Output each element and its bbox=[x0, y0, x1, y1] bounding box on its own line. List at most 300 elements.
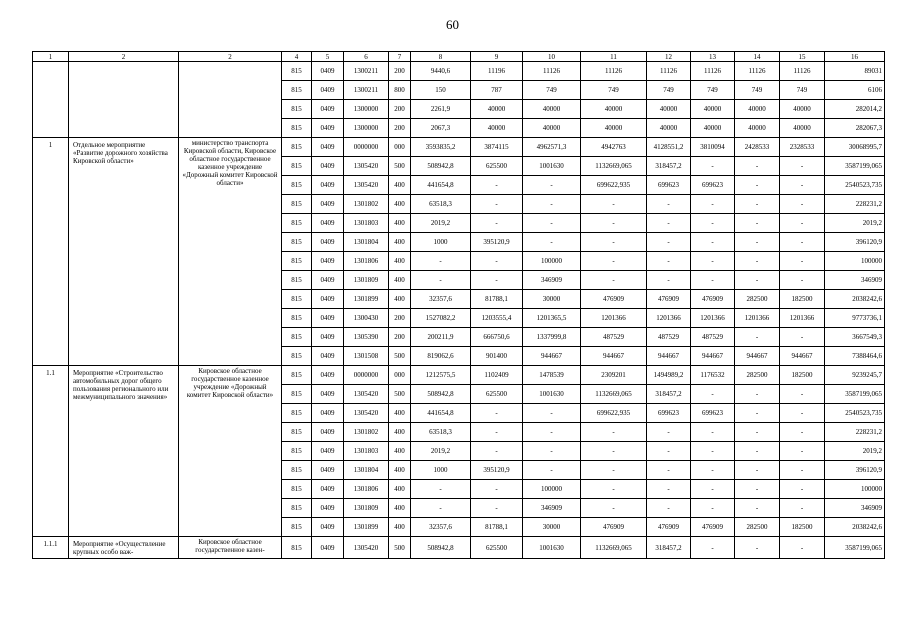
value-cell: 1203555,4 bbox=[471, 309, 523, 328]
value-cell: 815 bbox=[282, 233, 312, 252]
value-cell: 200 bbox=[389, 100, 411, 119]
value-cell: - bbox=[647, 423, 691, 442]
value-cell: - bbox=[691, 233, 735, 252]
value-cell: 3587199,065 bbox=[825, 157, 885, 176]
value-cell: 815 bbox=[282, 62, 312, 81]
value-cell: 282500 bbox=[735, 366, 780, 385]
value-cell: 400 bbox=[389, 195, 411, 214]
value-cell: 0409 bbox=[312, 252, 344, 271]
value-cell: 1301899 bbox=[344, 518, 389, 537]
value-cell: 1102409 bbox=[471, 366, 523, 385]
value-cell: 396120,9 bbox=[825, 233, 885, 252]
value-cell: 000 bbox=[389, 366, 411, 385]
value-cell: - bbox=[581, 233, 647, 252]
value-cell: 800 bbox=[389, 81, 411, 100]
value-cell: 346909 bbox=[825, 499, 885, 518]
value-cell: 200211,9 bbox=[411, 328, 471, 347]
value-cell: 318457,2 bbox=[647, 157, 691, 176]
value-cell: 815 bbox=[282, 81, 312, 100]
value-cell: - bbox=[411, 480, 471, 499]
value-cell: - bbox=[735, 271, 780, 290]
value-cell: 815 bbox=[282, 271, 312, 290]
value-cell: 3587199,065 bbox=[825, 537, 885, 559]
executor-name bbox=[179, 62, 282, 138]
value-cell: 1300211 bbox=[344, 62, 389, 81]
value-cell: - bbox=[735, 423, 780, 442]
value-cell: - bbox=[780, 461, 825, 480]
value-cell: - bbox=[647, 271, 691, 290]
value-cell: 944667 bbox=[691, 347, 735, 366]
table-row bbox=[33, 366, 885, 385]
value-cell: 815 bbox=[282, 461, 312, 480]
value-cell: - bbox=[523, 195, 581, 214]
value-cell: 40000 bbox=[523, 100, 581, 119]
value-cell: 1000 bbox=[411, 461, 471, 480]
value-cell: 819062,6 bbox=[411, 347, 471, 366]
value-cell: 1305420 bbox=[344, 537, 389, 559]
value-cell: 30068995,7 bbox=[825, 138, 885, 157]
value-cell: 228231,2 bbox=[825, 195, 885, 214]
value-cell: - bbox=[735, 404, 780, 423]
value-cell: 400 bbox=[389, 480, 411, 499]
value-cell: 0409 bbox=[312, 423, 344, 442]
value-cell: 1176532 bbox=[691, 366, 735, 385]
value-cell: 0409 bbox=[312, 119, 344, 138]
value-cell: 89031 bbox=[825, 62, 885, 81]
value-cell: 40000 bbox=[780, 119, 825, 138]
value-cell: 815 bbox=[282, 119, 312, 138]
value-cell: 2019,2 bbox=[411, 214, 471, 233]
value-cell: 400 bbox=[389, 214, 411, 233]
value-cell: - bbox=[523, 423, 581, 442]
header-cell: 5 bbox=[312, 52, 344, 62]
value-cell: - bbox=[471, 499, 523, 518]
header-cell: 6 bbox=[344, 52, 389, 62]
value-cell: 40000 bbox=[735, 100, 780, 119]
value-cell: - bbox=[780, 176, 825, 195]
value-cell: 318457,2 bbox=[647, 385, 691, 404]
header-cell: 13 bbox=[691, 52, 735, 62]
value-cell: 476909 bbox=[581, 518, 647, 537]
value-cell: 11126 bbox=[581, 62, 647, 81]
value-cell: 0409 bbox=[312, 62, 344, 81]
value-cell: 9773736,1 bbox=[825, 309, 885, 328]
row-number: 1.1 bbox=[33, 366, 69, 537]
value-cell: 2038242,6 bbox=[825, 518, 885, 537]
header-cell: 12 bbox=[647, 52, 691, 62]
value-cell: 441654,8 bbox=[411, 176, 471, 195]
value-cell: 100000 bbox=[523, 252, 581, 271]
value-cell: 6106 bbox=[825, 81, 885, 100]
value-cell: 815 bbox=[282, 138, 312, 157]
value-cell: - bbox=[581, 195, 647, 214]
value-cell: 699623 bbox=[647, 176, 691, 195]
value-cell: 0409 bbox=[312, 461, 344, 480]
header-cell: 9 bbox=[471, 52, 523, 62]
value-cell: 228231,2 bbox=[825, 423, 885, 442]
value-cell: - bbox=[780, 233, 825, 252]
value-cell: 7388464,6 bbox=[825, 347, 885, 366]
value-cell: - bbox=[523, 176, 581, 195]
value-cell: - bbox=[523, 404, 581, 423]
value-cell: 1527082,2 bbox=[411, 309, 471, 328]
value-cell: 30000 bbox=[523, 518, 581, 537]
value-cell: 487529 bbox=[647, 328, 691, 347]
value-cell: 400 bbox=[389, 461, 411, 480]
header-cell: 2 bbox=[69, 52, 179, 62]
value-cell: 182500 bbox=[780, 366, 825, 385]
value-cell: - bbox=[735, 480, 780, 499]
value-cell: - bbox=[471, 195, 523, 214]
value-cell: 0409 bbox=[312, 290, 344, 309]
value-cell: - bbox=[647, 461, 691, 480]
value-cell: 200 bbox=[389, 62, 411, 81]
row-number: 1 bbox=[33, 138, 69, 366]
value-cell: 32357,6 bbox=[411, 518, 471, 537]
header-cell: 16 bbox=[825, 52, 885, 62]
value-cell: - bbox=[647, 252, 691, 271]
value-cell: 815 bbox=[282, 366, 312, 385]
row-number: 1.1.1 bbox=[33, 537, 69, 559]
value-cell: - bbox=[471, 271, 523, 290]
value-cell: 40000 bbox=[471, 119, 523, 138]
value-cell: 815 bbox=[282, 499, 312, 518]
value-cell: 1301508 bbox=[344, 347, 389, 366]
value-cell: - bbox=[691, 271, 735, 290]
value-cell: 1494989,2 bbox=[647, 366, 691, 385]
executor-name: Кировское областное государственное казен- bbox=[179, 537, 282, 559]
value-cell: 487529 bbox=[581, 328, 647, 347]
header-cell: 10 bbox=[523, 52, 581, 62]
value-cell: - bbox=[691, 499, 735, 518]
value-cell: 346909 bbox=[825, 271, 885, 290]
value-cell: - bbox=[691, 195, 735, 214]
value-cell: 500 bbox=[389, 385, 411, 404]
value-cell: 749 bbox=[523, 81, 581, 100]
value-cell: 1201366 bbox=[581, 309, 647, 328]
value-cell: 400 bbox=[389, 404, 411, 423]
value-cell: 1301806 bbox=[344, 252, 389, 271]
value-cell: - bbox=[691, 385, 735, 404]
value-cell: 4942763 bbox=[581, 138, 647, 157]
value-cell: - bbox=[735, 499, 780, 518]
value-cell: 282014,2 bbox=[825, 100, 885, 119]
value-cell: 2328533 bbox=[780, 138, 825, 157]
value-cell: 0409 bbox=[312, 100, 344, 119]
row-number bbox=[33, 62, 69, 138]
value-cell: 63518,3 bbox=[411, 423, 471, 442]
value-cell: - bbox=[581, 214, 647, 233]
value-cell: 0409 bbox=[312, 537, 344, 559]
value-cell: 395120,9 bbox=[471, 461, 523, 480]
value-cell: 1132669,065 bbox=[581, 385, 647, 404]
value-cell: - bbox=[780, 195, 825, 214]
value-cell: 815 bbox=[282, 309, 312, 328]
value-cell: 0409 bbox=[312, 480, 344, 499]
value-cell: 11126 bbox=[647, 62, 691, 81]
value-cell: 1201366 bbox=[647, 309, 691, 328]
value-cell: 749 bbox=[581, 81, 647, 100]
value-cell: - bbox=[735, 157, 780, 176]
value-cell: 100000 bbox=[825, 480, 885, 499]
value-cell: 1301802 bbox=[344, 195, 389, 214]
value-cell: 40000 bbox=[581, 119, 647, 138]
value-cell: 1301809 bbox=[344, 271, 389, 290]
value-cell: 1301804 bbox=[344, 461, 389, 480]
header-cell: 2 bbox=[179, 52, 282, 62]
value-cell: 0409 bbox=[312, 81, 344, 100]
value-cell: - bbox=[411, 271, 471, 290]
value-cell: 0409 bbox=[312, 309, 344, 328]
value-cell: 815 bbox=[282, 157, 312, 176]
value-cell: 400 bbox=[389, 290, 411, 309]
value-cell: 182500 bbox=[780, 290, 825, 309]
value-cell: - bbox=[523, 461, 581, 480]
value-cell: 400 bbox=[389, 518, 411, 537]
value-cell: 32357,6 bbox=[411, 290, 471, 309]
value-cell: 0409 bbox=[312, 328, 344, 347]
value-cell: - bbox=[471, 423, 523, 442]
value-cell: 699623 bbox=[647, 404, 691, 423]
value-cell: 2428533 bbox=[735, 138, 780, 157]
value-cell: - bbox=[691, 214, 735, 233]
value-cell: 3667549,3 bbox=[825, 328, 885, 347]
value-cell: 1478539 bbox=[523, 366, 581, 385]
header-cell: 14 bbox=[735, 52, 780, 62]
value-cell: 815 bbox=[282, 214, 312, 233]
measure-name: Мероприятие «Строительство автомобильных дорог общего пользования регионального или межмуниципального значения» bbox=[69, 366, 179, 537]
value-cell: 0000000 bbox=[344, 366, 389, 385]
value-cell: 699622,935 bbox=[581, 176, 647, 195]
value-cell: 815 bbox=[282, 328, 312, 347]
value-cell: 1201366 bbox=[691, 309, 735, 328]
value-cell: 1301803 bbox=[344, 442, 389, 461]
header-row bbox=[33, 52, 885, 62]
value-cell: - bbox=[735, 176, 780, 195]
value-cell: 699622,935 bbox=[581, 404, 647, 423]
value-cell: 749 bbox=[647, 81, 691, 100]
measure-name bbox=[69, 62, 179, 138]
budget-table bbox=[32, 51, 885, 559]
value-cell: 815 bbox=[282, 385, 312, 404]
table-row bbox=[33, 138, 885, 157]
value-cell: 1132669,065 bbox=[581, 537, 647, 559]
value-cell: 476909 bbox=[647, 290, 691, 309]
value-cell: 40000 bbox=[647, 119, 691, 138]
value-cell: 508942,8 bbox=[411, 157, 471, 176]
value-cell: 815 bbox=[282, 423, 312, 442]
value-cell: 40000 bbox=[691, 119, 735, 138]
header-cell: 1 bbox=[33, 52, 69, 62]
value-cell: 1301803 bbox=[344, 214, 389, 233]
value-cell: - bbox=[780, 442, 825, 461]
value-cell: - bbox=[647, 214, 691, 233]
value-cell: - bbox=[581, 480, 647, 499]
value-cell: 815 bbox=[282, 252, 312, 271]
value-cell: 63518,3 bbox=[411, 195, 471, 214]
value-cell: - bbox=[411, 252, 471, 271]
value-cell: 81788,1 bbox=[471, 518, 523, 537]
value-cell: 100000 bbox=[523, 480, 581, 499]
value-cell: 749 bbox=[735, 81, 780, 100]
value-cell: 500 bbox=[389, 537, 411, 559]
value-cell: 11126 bbox=[780, 62, 825, 81]
value-cell: 1201366 bbox=[780, 309, 825, 328]
value-cell: - bbox=[780, 214, 825, 233]
value-cell: 0409 bbox=[312, 366, 344, 385]
value-cell: 400 bbox=[389, 176, 411, 195]
value-cell: - bbox=[691, 480, 735, 499]
value-cell: 1001630 bbox=[523, 157, 581, 176]
value-cell: - bbox=[581, 442, 647, 461]
value-cell: 2019,2 bbox=[825, 214, 885, 233]
value-cell: 815 bbox=[282, 442, 312, 461]
value-cell: 1300000 bbox=[344, 119, 389, 138]
value-cell: 2309201 bbox=[581, 366, 647, 385]
value-cell: - bbox=[471, 214, 523, 233]
value-cell: - bbox=[735, 442, 780, 461]
value-cell: - bbox=[780, 537, 825, 559]
header-cell: 7 bbox=[389, 52, 411, 62]
value-cell: 1305420 bbox=[344, 157, 389, 176]
value-cell: 396120,9 bbox=[825, 461, 885, 480]
value-cell: 749 bbox=[691, 81, 735, 100]
value-cell: 815 bbox=[282, 537, 312, 559]
value-cell: - bbox=[780, 499, 825, 518]
value-cell: 40000 bbox=[471, 100, 523, 119]
value-cell: - bbox=[523, 442, 581, 461]
value-cell: - bbox=[581, 499, 647, 518]
value-cell: - bbox=[735, 461, 780, 480]
value-cell: 40000 bbox=[691, 100, 735, 119]
value-cell: 400 bbox=[389, 252, 411, 271]
value-cell: 901400 bbox=[471, 347, 523, 366]
value-cell: - bbox=[780, 404, 825, 423]
value-cell: 346909 bbox=[523, 499, 581, 518]
value-cell: 0409 bbox=[312, 442, 344, 461]
value-cell: 476909 bbox=[691, 518, 735, 537]
value-cell: - bbox=[735, 385, 780, 404]
value-cell: 100000 bbox=[825, 252, 885, 271]
value-cell: 1301809 bbox=[344, 499, 389, 518]
value-cell: 1300211 bbox=[344, 81, 389, 100]
executor-name: Кировское областное государственное казенное учреждение «Дорожный комитет Кировской области» bbox=[179, 366, 282, 537]
value-cell: 815 bbox=[282, 176, 312, 195]
value-cell: 1301804 bbox=[344, 233, 389, 252]
value-cell: 40000 bbox=[581, 100, 647, 119]
value-cell: 4962571,3 bbox=[523, 138, 581, 157]
header-cell: 15 bbox=[780, 52, 825, 62]
value-cell: 200 bbox=[389, 309, 411, 328]
value-cell: - bbox=[780, 480, 825, 499]
value-cell: - bbox=[780, 157, 825, 176]
value-cell: 4128551,2 bbox=[647, 138, 691, 157]
value-cell: - bbox=[471, 176, 523, 195]
value-cell: 815 bbox=[282, 100, 312, 119]
value-cell: 0409 bbox=[312, 499, 344, 518]
value-cell: - bbox=[691, 537, 735, 559]
value-cell: 400 bbox=[389, 271, 411, 290]
value-cell: 3593835,2 bbox=[411, 138, 471, 157]
value-cell: 1000 bbox=[411, 233, 471, 252]
value-cell: 2019,2 bbox=[411, 442, 471, 461]
value-cell: 0409 bbox=[312, 404, 344, 423]
value-cell: - bbox=[735, 233, 780, 252]
value-cell: 9440,6 bbox=[411, 62, 471, 81]
value-cell: 815 bbox=[282, 347, 312, 366]
value-cell: 2019,2 bbox=[825, 442, 885, 461]
value-cell: - bbox=[523, 233, 581, 252]
value-cell: 000 bbox=[389, 138, 411, 157]
value-cell: 787 bbox=[471, 81, 523, 100]
value-cell: 11126 bbox=[735, 62, 780, 81]
value-cell: - bbox=[780, 328, 825, 347]
value-cell: - bbox=[780, 252, 825, 271]
value-cell: 0409 bbox=[312, 385, 344, 404]
value-cell: 476909 bbox=[581, 290, 647, 309]
value-cell: - bbox=[647, 499, 691, 518]
value-cell: 3587199,065 bbox=[825, 385, 885, 404]
value-cell: 40000 bbox=[647, 100, 691, 119]
value-cell: 3810094 bbox=[691, 138, 735, 157]
value-cell: 400 bbox=[389, 499, 411, 518]
value-cell: 699623 bbox=[691, 176, 735, 195]
value-cell: 1132669,065 bbox=[581, 157, 647, 176]
value-cell: - bbox=[647, 480, 691, 499]
value-cell: - bbox=[735, 537, 780, 559]
value-cell: - bbox=[471, 252, 523, 271]
value-cell: 150 bbox=[411, 81, 471, 100]
value-cell: 400 bbox=[389, 233, 411, 252]
value-cell: 944667 bbox=[780, 347, 825, 366]
value-cell: - bbox=[691, 423, 735, 442]
value-cell: 0409 bbox=[312, 214, 344, 233]
value-cell: 182500 bbox=[780, 518, 825, 537]
value-cell: 0409 bbox=[312, 138, 344, 157]
value-cell: 2540523,735 bbox=[825, 176, 885, 195]
value-cell: 1305420 bbox=[344, 385, 389, 404]
header-cell: 4 bbox=[282, 52, 312, 62]
header-cell: 11 bbox=[581, 52, 647, 62]
value-cell: - bbox=[780, 385, 825, 404]
value-cell: 1001630 bbox=[523, 385, 581, 404]
value-cell: 0409 bbox=[312, 271, 344, 290]
value-cell: 1305390 bbox=[344, 328, 389, 347]
value-cell: - bbox=[735, 252, 780, 271]
value-cell: - bbox=[780, 423, 825, 442]
value-cell: - bbox=[471, 442, 523, 461]
value-cell: 1201365,5 bbox=[523, 309, 581, 328]
value-cell: 2038242,6 bbox=[825, 290, 885, 309]
value-cell: 1301899 bbox=[344, 290, 389, 309]
value-cell: 2540523,735 bbox=[825, 404, 885, 423]
page-number: 60 bbox=[446, 17, 459, 32]
value-cell: - bbox=[411, 499, 471, 518]
value-cell: 0409 bbox=[312, 347, 344, 366]
value-cell: 1001630 bbox=[523, 537, 581, 559]
value-cell: 30000 bbox=[523, 290, 581, 309]
value-cell: - bbox=[691, 157, 735, 176]
value-cell: - bbox=[581, 271, 647, 290]
value-cell: 508942,8 bbox=[411, 385, 471, 404]
value-cell: 1337999,8 bbox=[523, 328, 581, 347]
value-cell: 500 bbox=[389, 347, 411, 366]
value-cell: - bbox=[735, 195, 780, 214]
value-cell: - bbox=[735, 214, 780, 233]
value-cell: 944667 bbox=[647, 347, 691, 366]
executor-name: министерство транспорта Кировской области, Кировское областное государственное казенное учреждение «Дорожный комитет Кировской области» bbox=[179, 138, 282, 366]
header-cell: 8 bbox=[411, 52, 471, 62]
